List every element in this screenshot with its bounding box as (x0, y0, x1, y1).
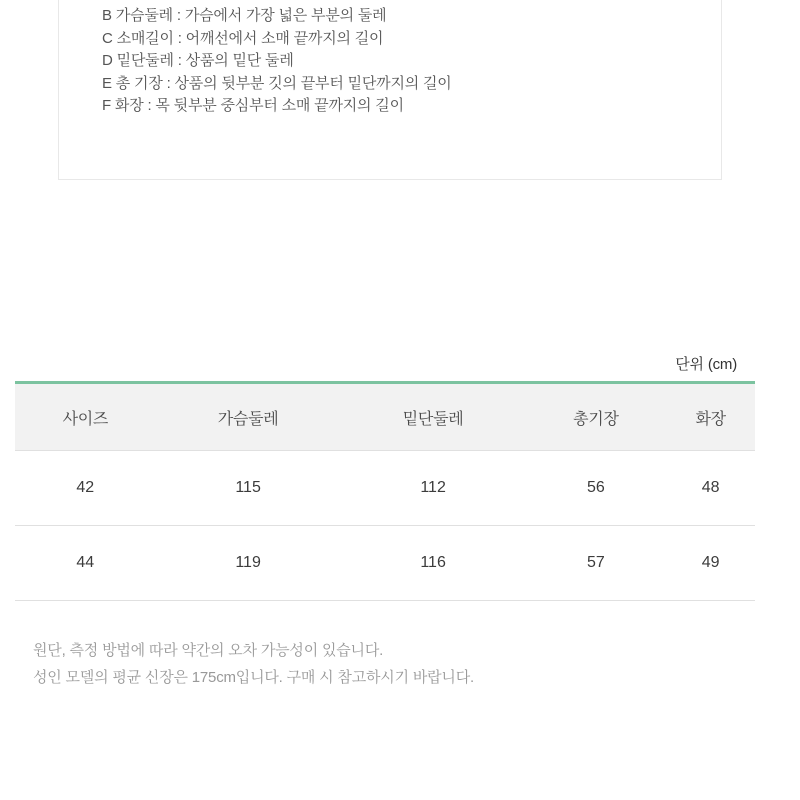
cell-hem: 116 (341, 526, 526, 601)
note-model-height: 성인 모델의 평균 신장은 175cm입니다. 구매 시 참고하시기 바랍니다. (33, 669, 474, 686)
cell-hem: 112 (341, 451, 526, 526)
cell-size: 42 (15, 451, 156, 526)
size-table (15, 381, 755, 601)
cell-total-length: 57 (526, 526, 667, 601)
cell-hwajang: 49 (666, 526, 755, 601)
guide-item-hem: D 밑단둘레 : 상품의 밑단 둘레 (102, 52, 294, 69)
guide-item-hwajang: F 화장 : 목 뒷부분 중심부터 소매 끝까지의 길이 (102, 97, 404, 114)
measurement-guide-box (58, 0, 722, 180)
cell-size: 44 (15, 526, 156, 601)
table-row-size-42 (15, 451, 755, 526)
size-table-header-row (15, 383, 755, 451)
column-header-total-length: 총기장 (526, 383, 667, 451)
cell-chest: 115 (156, 451, 341, 526)
guide-item-chest: B 가슴둘레 : 가슴에서 가장 넓은 부분의 둘레 (102, 7, 387, 24)
column-header-size: 사이즈 (15, 383, 156, 451)
notes (33, 637, 474, 691)
cell-total-length: 56 (526, 451, 667, 526)
column-header-chest: 가슴둘레 (156, 383, 341, 451)
cell-hwajang: 48 (666, 451, 755, 526)
cell-chest: 119 (156, 526, 341, 601)
unit-label: 단위 (cm) (675, 356, 737, 373)
column-header-hem: 밑단둘레 (341, 383, 526, 451)
table-row-size-44 (15, 526, 755, 601)
note-tolerance: 원단, 측정 방법에 따라 약간의 오차 가능성이 있습니다. (33, 642, 384, 659)
column-header-hwajang: 화장 (666, 383, 755, 451)
guide-item-total-length: E 총 기장 : 상품의 뒷부분 깃의 끝부터 밑단까지의 길이 (102, 74, 452, 92)
guide-item-sleeve-length: C 소매길이 : 어깨선에서 소매 끝까지의 길이 (102, 29, 384, 47)
